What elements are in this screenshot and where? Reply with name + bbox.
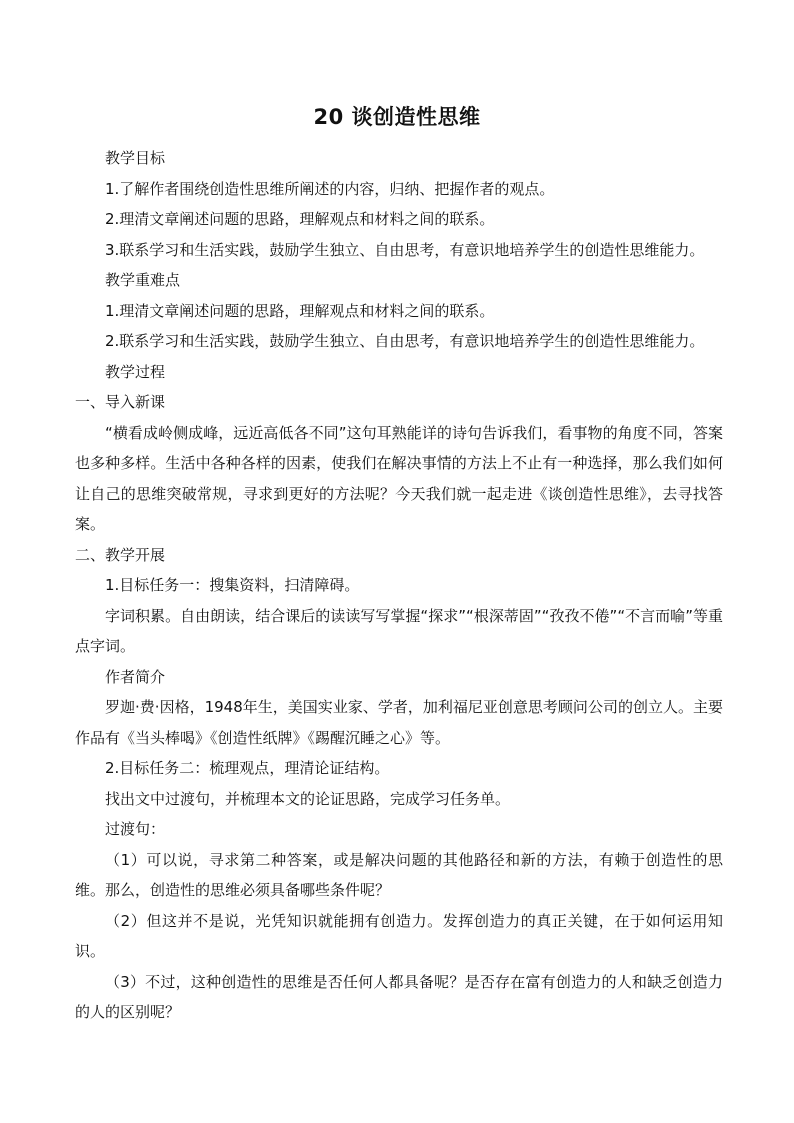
objective-item-1: 1.了解作者围绕创造性思维所阐述的内容，归纳、把握作者的观点。 [105, 179, 555, 198]
transition-item-3: （3）不过，这种创造性的思维是否任何人都具备呢？是否存在富有创造力的人和缺乏创造力的人的区别呢？ [75, 972, 723, 1021]
task-two-heading: 2.目标任务二：梳理观点，理清论证结构。 [105, 759, 390, 777]
section-heading-key-points: 教学重难点 [105, 271, 181, 289]
transition-item-1: （1）可以说，寻求第二种答案，或是解决问题的其他路径和新的方法，有赖于创造性的思维。那么，创造性的思维必须具备哪些条件呢？ [75, 850, 723, 899]
section-heading-process: 教学过程 [105, 362, 166, 381]
author-paragraph: 罗迦·费·因格，1948年生，美国实业家、学者，加利福尼亚创意思考顾问公司的创立人。主要作品有《当头棒喝》《创造性纸牌》《踢醒沉睡之心》等。 [75, 698, 723, 747]
task-two-instruction: 找出文中过渡句，并梳理本文的论证思路，完成学习任务单。 [105, 789, 511, 808]
objective-item-2: 2.理清文章阐述问题的思路，理解观点和材料之间的联系。 [105, 210, 495, 228]
author-heading: 作者简介 [105, 667, 166, 686]
section-heading-intro: 一、导入新课 [75, 393, 166, 411]
section-heading-objectives: 教学目标 [105, 149, 166, 167]
transition-item-2: （2）但这并不是说，光凭知识就能拥有创造力。发挥创造力的真正关键，在于如何运用知识。 [75, 911, 723, 960]
document-body [75, 143, 723, 1028]
transition-heading: 过渡句： [105, 820, 166, 838]
intro-paragraph: “横看成岭侧成峰，远近高低各不同”这句耳熟能详的诗句告诉我们，看事物的角度不同，答案也多种多样。生活中各种各样的因素，使我们在解决事情的方法上不止有一种选择，那么我们如何让自己的思维突破常规，寻求到更好的方法呢？今天我们就一起走进《谈创造性思维》，去寻找答案。 [75, 423, 723, 533]
key-point-item-2: 2.联系学习和生活实践，鼓励学生独立、自由思考，有意识地培养学生的创造性思维能力。 [105, 332, 705, 350]
document-title: 20 谈创造性思维 [313, 105, 481, 129]
section-heading-development: 二、教学开展 [75, 545, 166, 564]
task-one-heading: 1.目标任务一：搜集资料，扫清障碍。 [105, 576, 360, 594]
key-point-item-1: 1.理清文章阐述问题的思路，理解观点和材料之间的联系。 [105, 301, 495, 320]
objective-item-3: 3.联系学习和生活实践，鼓励学生独立、自由思考，有意识地培养学生的创造性思维能力。 [105, 240, 705, 259]
vocabulary-paragraph: 字词积累。自由朗读，结合课后的读读写写掌握“探求”“根深蒂固”“孜孜不倦”“不言而喻”等重点字词。 [75, 606, 724, 655]
